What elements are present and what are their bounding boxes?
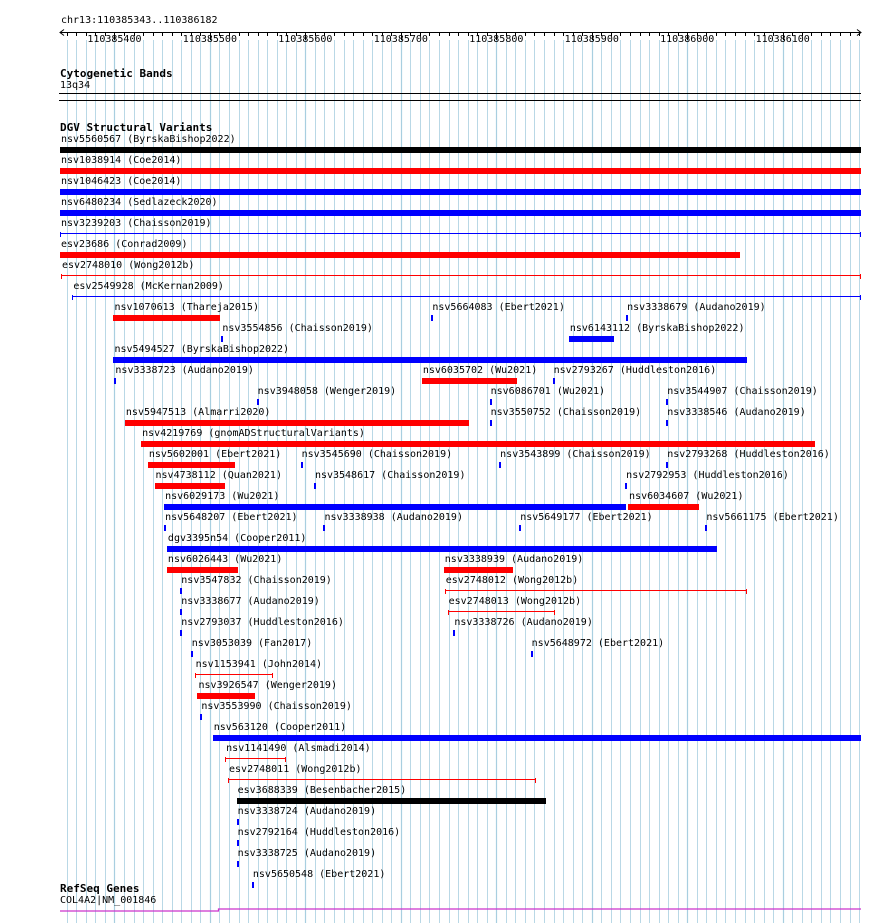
sv-feature-label[interactable]: esv2748012 (Wong2012b) [445,575,579,586]
sv-feature-deletion[interactable] [148,462,235,468]
sv-feature-label[interactable]: nsv3338679 (Audano2019) [627,302,766,313]
sv-feature-duplication[interactable] [453,630,455,636]
sv-feature-duplication[interactable] [569,336,614,342]
sv-study-label: Coe2014 [133,155,176,166]
sv-feature-line [196,674,272,675]
sv-study-label: Audano2019 [517,554,578,565]
sv-study-label: Quan2021 [227,470,276,481]
sv-study-label: Wong2012b [520,596,576,607]
sv-study-label: Ebert2021 [325,869,380,880]
sv-feature-duplication[interactable] [167,546,717,552]
sv-feature-duplication[interactable] [553,378,555,384]
sv-study-label: Audano2019 [187,365,248,376]
sv-feature-duplication[interactable] [666,462,668,468]
sv-feature-duplication[interactable] [490,399,492,405]
sv-study-label: Ebert2021 [221,449,276,460]
sv-feature-label[interactable]: nsv5560567 (ByrskaBishop2022) [61,134,236,145]
sv-study-label: Ebert2021 [237,512,292,523]
sv-feature-label[interactable]: nsv2793267 (Huddleston2016) [553,365,717,376]
sv-feature-label[interactable]: nsv3338723 (Audano2019) [115,365,254,376]
sv-study-label: Ebert2021 [778,512,833,523]
sv-feature-deletion[interactable] [422,378,517,384]
sv-feature-deletion[interactable] [113,315,220,321]
sv-study-label: Huddleston2016 [253,617,338,628]
sv-study-label: Audano2019 [396,512,457,523]
sv-feature-duplication[interactable] [164,504,626,510]
sv-feature-label[interactable]: nsv2792953 (Huddleston2016) [626,470,789,481]
sv-study-label: Besenbacher2015 [309,785,401,796]
sv-study-label: Sedlazeck2020 [133,197,212,208]
sv-feature-deletion[interactable] [125,420,469,426]
sv-feature-duplication[interactable] [191,651,193,657]
sv-feature-duplication[interactable] [625,483,627,489]
cytoband-track-line [59,93,861,94]
sv-feature-label[interactable]: dgv3395n54 (Cooper2011) [167,533,307,544]
sv-feature-duplication[interactable] [60,189,861,195]
sv-feature-deletion[interactable] [225,757,286,762]
sv-feature-duplication[interactable] [72,295,861,300]
sv-study-label: Wu2021 [240,554,277,565]
sv-feature-deletion[interactable] [448,610,556,615]
sv-study-label: Audano2019 [526,617,587,628]
sv-feature-duplication[interactable] [666,420,668,426]
ruler-tick-label: 110386100 [755,34,810,45]
sv-feature-label[interactable]: nsv1141490 (Alsmadi2014) [226,743,371,754]
sv-feature-deletion[interactable] [197,693,254,699]
sv-feature-duplication[interactable] [180,609,182,615]
sv-feature-label[interactable]: nsv3554856 (Chaisson2019) [222,323,373,334]
sv-feature-deletion[interactable] [195,673,273,678]
sv-feature-label[interactable]: esv2549928 (McKernan2009) [73,281,224,292]
sv-feature-label[interactable]: nsv3545690 (Chaisson2019) [301,449,453,460]
sv-feature-label[interactable]: nsv5648207 (Ebert2021) [165,512,298,523]
ruler-tick-label: 110385800 [469,34,524,45]
sv-feature-label[interactable]: nsv3338725 (Audano2019) [237,848,377,859]
sv-feature-duplication[interactable] [531,651,533,657]
sv-feature-label[interactable]: nsv4738112 (Quan2021) [155,470,282,481]
sv-feature-label[interactable]: nsv3544907 (Chaisson2019) [667,386,818,397]
sv-feature-line [73,296,860,297]
sv-feature-label[interactable]: nsv6143112 (ByrskaBishop2022) [569,323,745,334]
sv-study-label: Chaisson2019 [294,323,367,334]
sv-feature-duplication[interactable] [113,357,747,363]
sv-feature-duplication[interactable] [314,483,316,489]
gene-intron-line [60,909,861,911]
sv-feature-label[interactable]: nsv3338677 (Audano2019) [181,596,320,607]
sv-feature-duplication[interactable] [180,588,182,594]
sv-feature-duplication[interactable] [519,525,521,531]
sv-feature-label[interactable]: nsv3550752 (Chaisson2019) [490,407,642,418]
sv-study-label: Conrad2009 [121,239,182,250]
gene-label[interactable]: COL4A2|NM_001846 [60,895,157,906]
sv-study-label: Ebert2021 [504,302,559,313]
sv-study-label: McKernan2009 [145,281,218,292]
sv-feature-duplication[interactable] [213,735,861,741]
sv-feature-label[interactable]: nsv5494527 (ByrskaBishop2022) [114,344,290,355]
sv-feature-label[interactable]: nsv6026443 (Wu2021) [167,554,283,565]
sv-feature-duplication[interactable] [666,399,668,405]
sv-study-label: Chaisson2019 [387,470,460,481]
sv-study-label: Audano2019 [253,596,314,607]
sv-feature-label[interactable]: nsv1153941 (John2014) [195,659,323,670]
sv-feature-label[interactable]: nsv2793037 (Huddleston2016) [181,617,344,628]
sv-study-label: Wong2012b [301,764,356,775]
sv-study-label: John2014 [267,659,317,670]
sv-study-label: Ebert2021 [592,512,647,523]
sv-study-label: Almarri2020 [198,407,265,418]
sv-feature-deletion[interactable] [444,567,514,573]
sv-feature-duplication[interactable] [499,462,501,468]
sv-feature-deletion[interactable] [61,274,861,279]
sv-study-label: Audano2019 [739,407,800,418]
sv-study-label: Huddleston2016 [625,365,711,376]
sv-feature-label[interactable]: nsv3338724 (Audano2019) [237,806,377,817]
sv-feature-label[interactable]: nsv6480234 (Sedlazeck2020) [61,197,218,208]
sv-study-label: Wenger2019 [329,386,391,397]
sv-feature-deletion[interactable] [60,252,740,258]
sv-feature-duplication[interactable] [626,315,628,321]
sv-feature-deletion[interactable] [60,168,861,174]
gene-model[interactable] [0,903,890,923]
sv-feature-label[interactable]: nsv5947513 (Almarri2020) [125,407,271,418]
sv-feature-duplication[interactable] [237,861,239,867]
sv-study-label: Huddleston2016 [739,449,824,460]
sv-feature-label[interactable]: nsv6035702 (Wu2021) [422,365,538,376]
sv-feature-label[interactable]: nsv3553990 (Chaisson2019) [201,701,352,712]
sv-feature-line [229,779,535,780]
sv-feature-label[interactable]: nsv5661175 (Ebert2021) [706,512,839,523]
sv-feature-line [226,758,285,759]
sv-feature-label[interactable]: nsv3338938 (Audano2019) [324,512,463,523]
refseq-track-title: RefSeq Genes [60,882,140,895]
sv-study-label: Cooper2011 [240,533,301,544]
sv-feature-label[interactable]: nsv3338726 (Audano2019) [454,617,593,628]
cytoband-track-line-2 [59,100,861,101]
sv-feature-label[interactable]: nsv5664083 (Ebert2021) [432,302,565,313]
sv-feature-label[interactable]: nsv3548617 (Chaisson2019) [314,470,466,481]
ruler-tick-label: 110385900 [564,34,619,45]
sv-feature-label[interactable]: nsv6029173 (Wu2021) [165,491,280,502]
sv-feature-label[interactable]: nsv1070613 (Thareja2015) [114,302,259,313]
sv-feature-duplication[interactable] [431,315,433,321]
sv-study-label: Wenger2019 [270,680,331,691]
sv-study-label: Wu2021 [562,386,599,397]
sv-study-label: Wu2021 [701,491,738,502]
sv-study-label: Wong2012b [518,575,573,586]
dgv-track-title: DGV Structural Variants [60,121,213,134]
sv-feature-duplication[interactable] [180,630,182,636]
sv-study-label: Chaisson2019 [562,407,636,418]
sv-feature-label[interactable]: nsv3239203 (Chaisson2019) [61,218,212,229]
sv-study-label: Chaisson2019 [373,449,447,460]
sv-study-label: Thareja2015 [186,302,253,313]
sv-study-label: Coe2014 [133,176,176,187]
sv-study-label: Ebert2021 [603,638,659,649]
sv-study-label: Chaisson2019 [572,449,645,460]
sv-feature-complex[interactable] [237,798,546,804]
sv-feature-deletion[interactable] [167,567,238,573]
ruler-tick-label: 110385600 [278,34,333,45]
sv-feature-duplication[interactable] [237,819,239,825]
sv-feature-deletion[interactable] [141,441,815,447]
sv-feature-duplication[interactable] [114,378,116,384]
sv-feature-label[interactable]: nsv5650548 (Ebert2021) [252,869,386,880]
sv-feature-line [446,590,747,591]
sv-feature-line [62,275,860,276]
sv-study-label: Chaisson2019 [253,575,326,586]
cytoband-label: 13q34 [60,80,91,91]
sv-feature-label[interactable]: nsv1038914 (Coe2014) [61,155,182,166]
sv-feature-label[interactable]: nsv563120 (Cooper2011) [213,722,347,733]
sv-study-label: Chaisson2019 [273,701,346,712]
sv-feature-label[interactable]: nsv3926547 (Wenger2019) [198,680,337,691]
sv-feature-line [449,611,555,612]
sv-feature-deletion[interactable] [155,483,226,489]
sv-feature-duplication[interactable] [164,525,166,531]
sv-study-label: ByrskaBishop2022 [133,134,230,145]
sv-study-label: Huddleston2016 [309,827,395,838]
sv-study-label: Wu2021 [495,365,532,376]
sv-feature-duplication[interactable] [60,210,861,216]
sv-feature-label[interactable]: nsv6034607 (Wu2021) [629,491,744,502]
sv-feature-label[interactable]: nsv6086701 (Wu2021) [490,386,606,397]
sv-feature-duplication[interactable] [200,714,202,720]
sv-feature-duplication[interactable] [237,840,239,846]
sv-feature-label[interactable]: esv2748011 (Wong2012b) [229,764,362,775]
sv-feature-label[interactable]: nsv5602001 (Ebert2021) [148,449,282,460]
cytoband-track-title: Cytogenetic Bands [60,67,173,80]
sv-study-label: Audano2019 [309,848,371,859]
sv-feature-duplication[interactable] [257,399,259,405]
sv-study-label: gnomADStructuralVariants [214,428,359,439]
ruler-tick-label: 110386000 [660,34,715,45]
ruler-tick-label: 110385700 [373,34,428,45]
sv-feature-complex[interactable] [60,147,861,153]
sv-feature-label[interactable]: nsv3948058 (Wenger2019) [257,386,397,397]
sv-feature-deletion[interactable] [628,504,699,510]
sv-feature-label[interactable]: nsv3547832 (Chaisson2019) [181,575,332,586]
sv-study-label: Wu2021 [237,491,274,502]
sv-feature-label[interactable]: esv2748010 (Wong2012b) [61,260,195,271]
sv-feature-label[interactable]: nsv3543899 (Chaisson2019) [500,449,651,460]
sv-study-label: ByrskaBishop2022 [642,323,739,334]
sv-study-label: Chaisson2019 [739,386,812,397]
ruler-tick-label: 110385500 [182,34,237,45]
sv-feature-duplication[interactable] [301,462,303,468]
sv-study-label: Huddleston2016 [698,470,783,481]
sv-feature-duplication[interactable] [221,336,223,342]
sv-feature-label[interactable]: nsv2792164 (Huddleston2016) [237,827,401,838]
sv-feature-label[interactable]: nsv3053039 (Fan2017) [191,638,313,649]
sv-feature-deletion[interactable] [228,778,536,783]
sv-feature-line [61,233,860,234]
sv-study-label: Fan2017 [264,638,307,649]
sv-feature-label[interactable]: esv2748013 (Wong2012b) [448,596,582,607]
sv-study-label: Alsmadi2014 [298,743,365,754]
sv-feature-label[interactable]: esv3688339 (Besenbacher2015) [237,785,407,796]
sv-feature-label[interactable]: nsv4219769 (gnomADStructuralVariants) [142,428,365,439]
sv-feature-label[interactable]: nsv3338939 (Audano2019) [444,554,584,565]
sv-feature-label[interactable]: nsv5648972 (Ebert2021) [531,638,665,649]
sv-feature-label[interactable]: nsv1046423 (Coe2014) [61,176,182,187]
locus-label: chr13:110385343..110386182 [61,15,218,26]
sv-study-label: Audano2019 [699,302,760,313]
sv-study-label: ByrskaBishop2022 [186,344,284,355]
sv-feature-deletion[interactable] [445,589,748,594]
ruler-tick-label: 110385400 [87,34,142,45]
sv-feature-duplication[interactable] [252,882,254,888]
sv-study-label: Audano2019 [309,806,371,817]
sv-feature-duplication[interactable] [60,232,861,237]
sv-feature-duplication[interactable] [490,420,492,426]
sv-feature-label[interactable]: esv23686 (Conrad2009) [61,239,188,250]
sv-feature-label[interactable]: nsv3338546 (Audano2019) [667,407,806,418]
sv-feature-label[interactable]: nsv5649177 (Ebert2021) [520,512,653,523]
sv-study-label: Cooper2011 [279,722,341,733]
sv-study-label: Wong2012b [134,260,189,271]
sv-study-label: Chaisson2019 [133,218,206,229]
sv-feature-duplication[interactable] [323,525,325,531]
sv-feature-duplication[interactable] [705,525,707,531]
sv-feature-label[interactable]: nsv2793268 (Huddleston2016) [667,449,830,460]
